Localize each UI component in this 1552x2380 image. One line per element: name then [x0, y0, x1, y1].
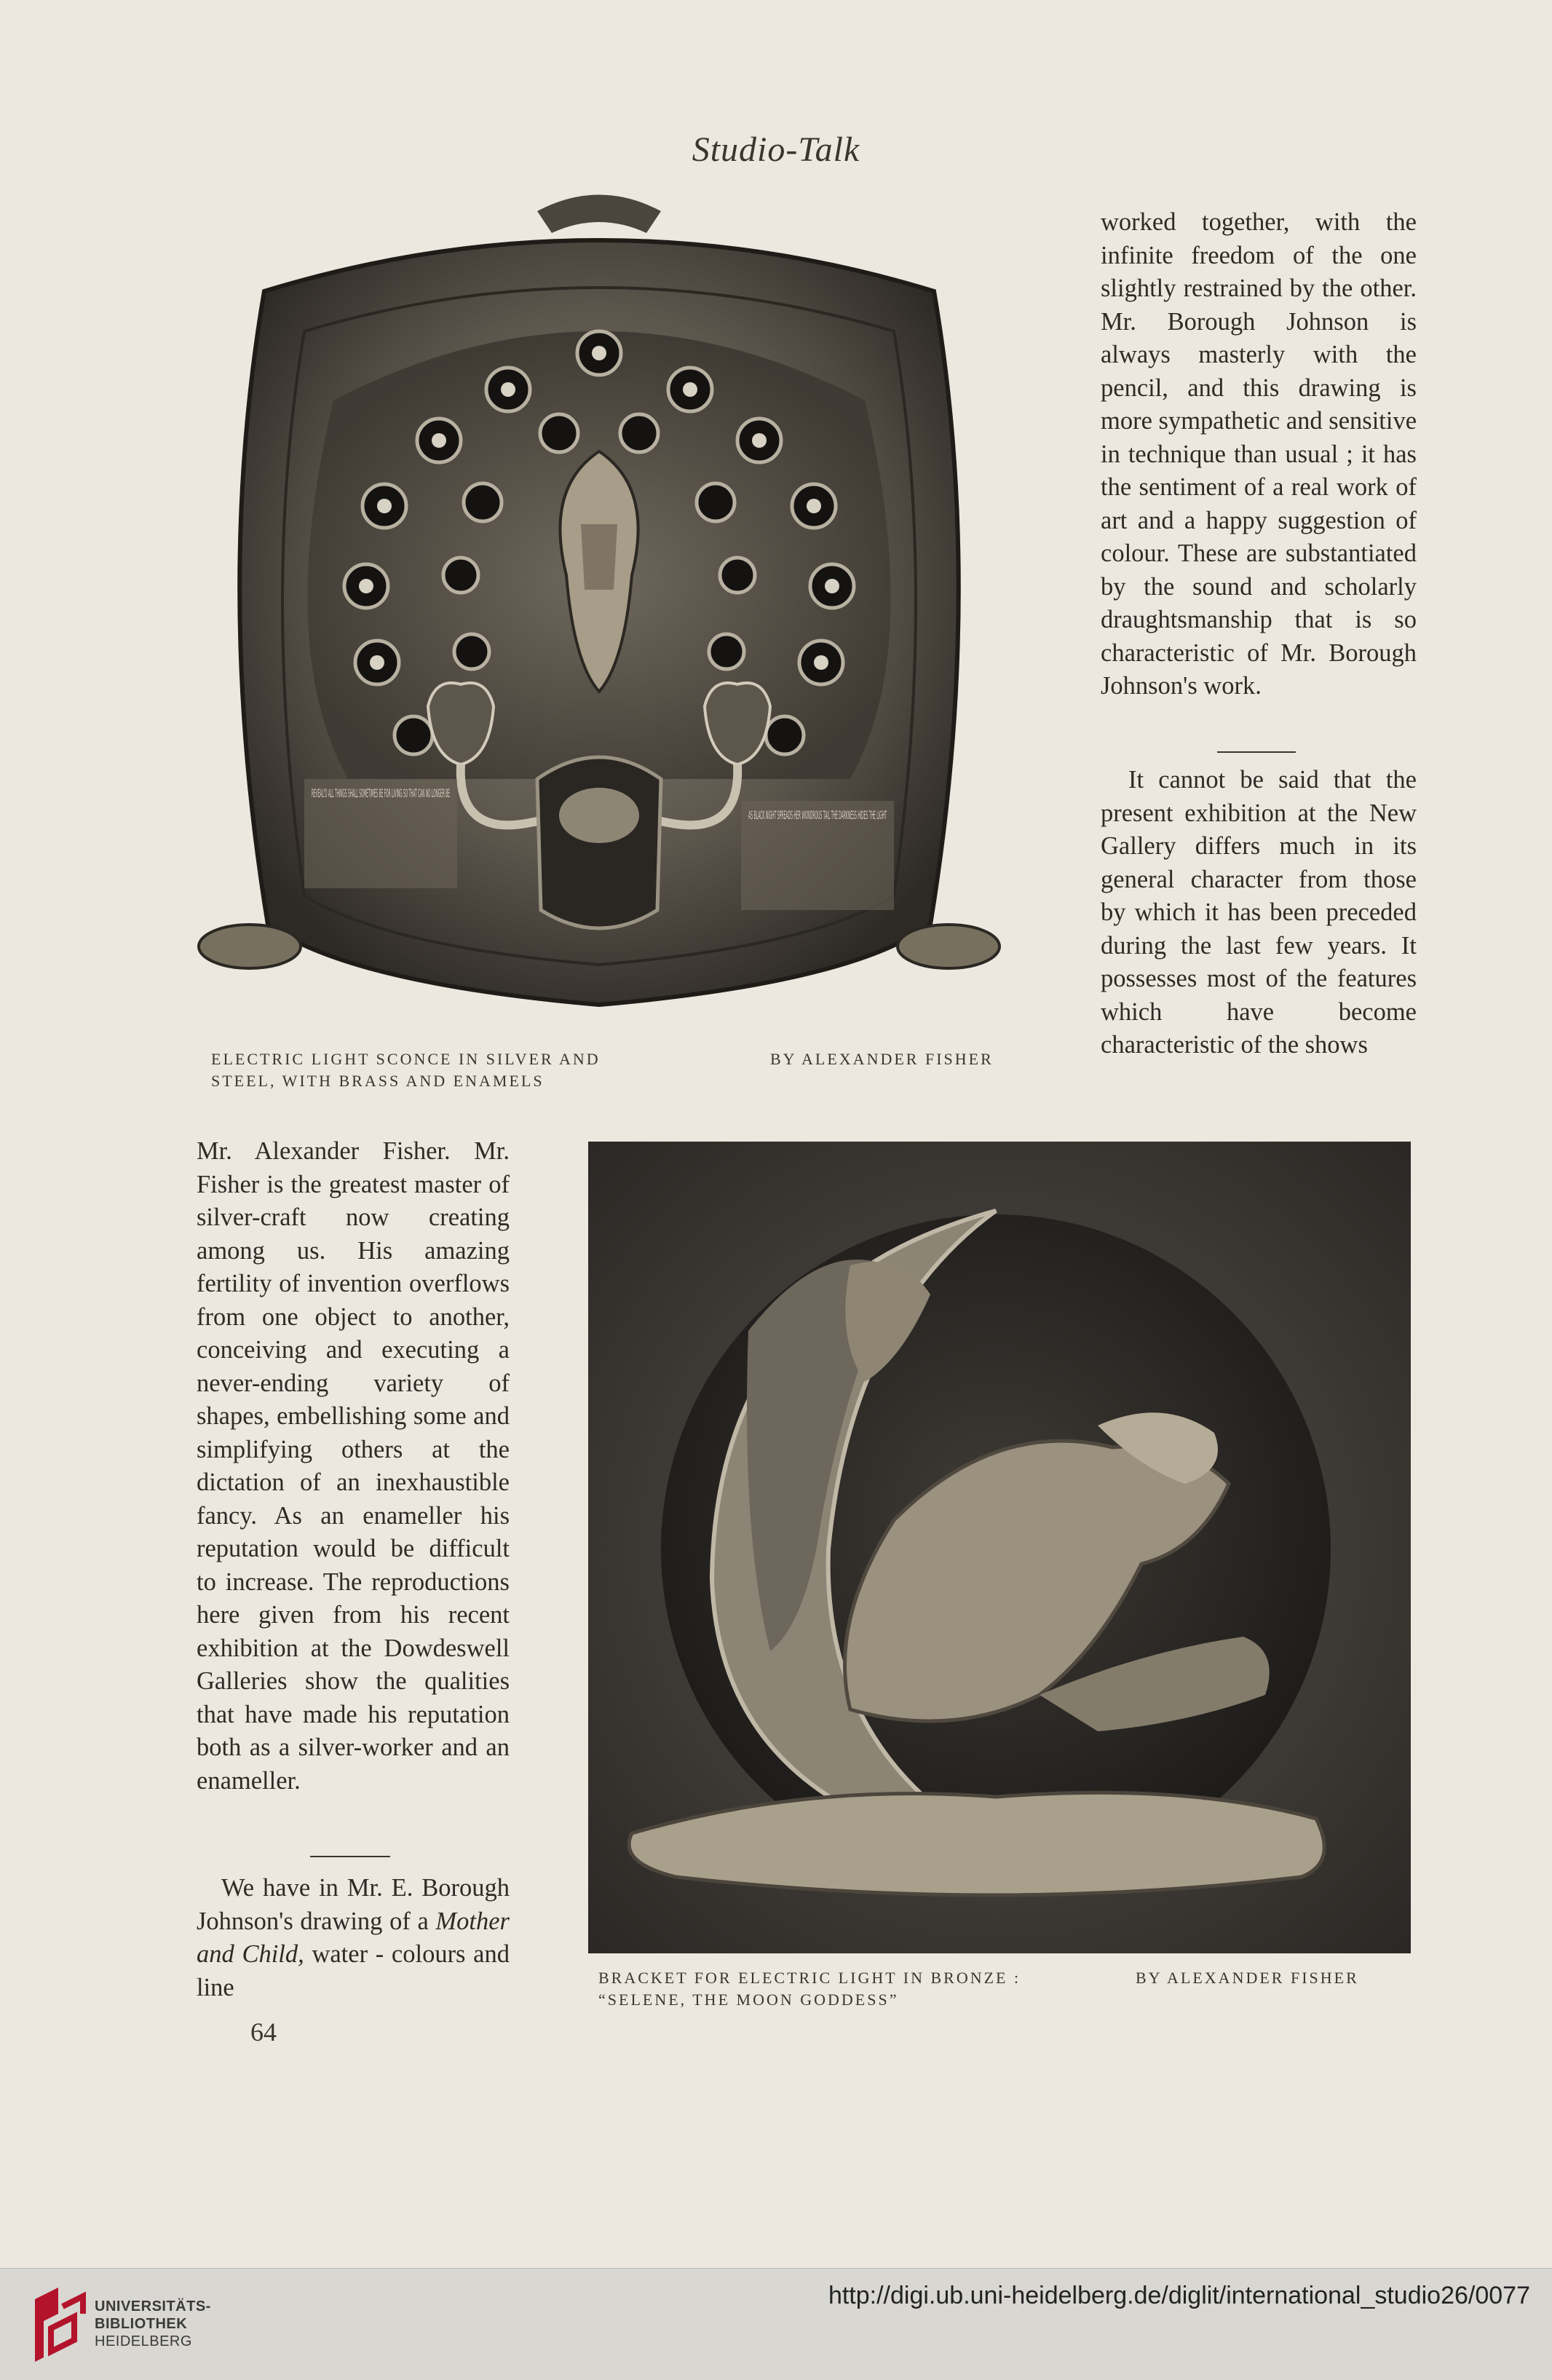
left-paragraph-2-start: We have in Mr. E. Borough Johnson's drawing of a [197, 1874, 510, 1935]
left-paragraph-2-end: water - colours and line [197, 1940, 510, 2001]
right-column-text-2 [1101, 764, 1417, 1062]
section-divider-right [1217, 751, 1296, 753]
figure-2-caption-line2: “SELENE, THE MOON GODDESS” [598, 1990, 899, 2009]
figure-2-caption-line1: BRACKET FOR ELECTRIC LIGHT IN BRONZE : [598, 1969, 1021, 1987]
section-divider-left [310, 1856, 390, 1857]
library-name [95, 2298, 211, 2350]
figure-1-credit: BY ALEXANDER FISHER [770, 1050, 994, 1068]
library-footer [0, 2268, 1552, 2380]
right-column-text [1101, 206, 1417, 703]
left-paragraph-1: Mr. Alexander Fisher. Mr. Fisher is the greatest master of silver-craft now creating among us. His amazing fertility of invention overflows from one object to another, conceiving and executing a never-ending variety of shapes, embellishing some and simplifying others at the dictation of an inexhaustible fancy. As an enameller his reputation would be difficult to increase. The reproductions here given from his recent exhibition at the Dowdeswell Galleries show the qualities that have made his reputation both as a silver-worker and an enameller. [197, 1137, 510, 1795]
left-column-text-2 [197, 1872, 510, 2004]
page-number: 64 [250, 2017, 277, 2047]
running-title: Studio-Talk [692, 130, 860, 169]
sconce-inscription-left: REVEAL'D ALL THINGS SHALL SOMETIMES BE FOR LIVING SO THAT CAN NO LONGER BE [312, 786, 450, 800]
left-column-text [197, 1135, 510, 1798]
right-paragraph-2: It cannot be said that the present exhibition at the New Gallery differs much in its general character from those by which it has been preceded during the last few years. It possesses most of the features which have become characteristic of the shows [1101, 766, 1417, 1059]
source-url-link[interactable]: http://digi.ub.uni-heidelberg.de/diglit/international_studio26/0077 [828, 2282, 1530, 2309]
figure-2-credit: BY ALEXANDER FISHER [1136, 1969, 1359, 1987]
figure-1-caption-line1: ELECTRIC LIGHT SCONCE IN SILVER AND [211, 1050, 601, 1068]
library-logo-icon [29, 2285, 87, 2365]
figure-1-caption-line2: STEEL, WITH BRASS AND ENAMELS [211, 1072, 545, 1090]
sconce-inscription-right: AS BLACK NIGHT SPREADS HER WONDROUS TAIL THE DARKNESS HIDES THE LIGHT [748, 808, 887, 822]
left-paragraph-2 [197, 1872, 510, 2004]
library-name-line1: UNIVERSITÄTS- [95, 2298, 211, 2314]
left-paragraph-2-title: Mother and Child, [197, 1907, 510, 1968]
selene-plate-image [588, 1142, 1411, 1953]
sconce-plate-image [195, 182, 1003, 1034]
figure-2-caption [598, 1967, 1108, 2011]
right-paragraph-1: worked together, with the infinite freedom of the one slightly restrained by the other. Mr. Borough Johnson is always masterly with the pencil, and this drawing is more sympathetic and sensitive in technique than usual ; it has the sentiment of a real work of art and a happy suggestion of colour. These are substantiated by the sound and scholarly draughtsmanship that is so characteristic of Mr. Borough Johnson's work. [1101, 208, 1417, 700]
library-name-line2: BIBLIOTHEK [95, 2316, 188, 2332]
library-name-line3: HEIDELBERG [95, 2333, 192, 2349]
